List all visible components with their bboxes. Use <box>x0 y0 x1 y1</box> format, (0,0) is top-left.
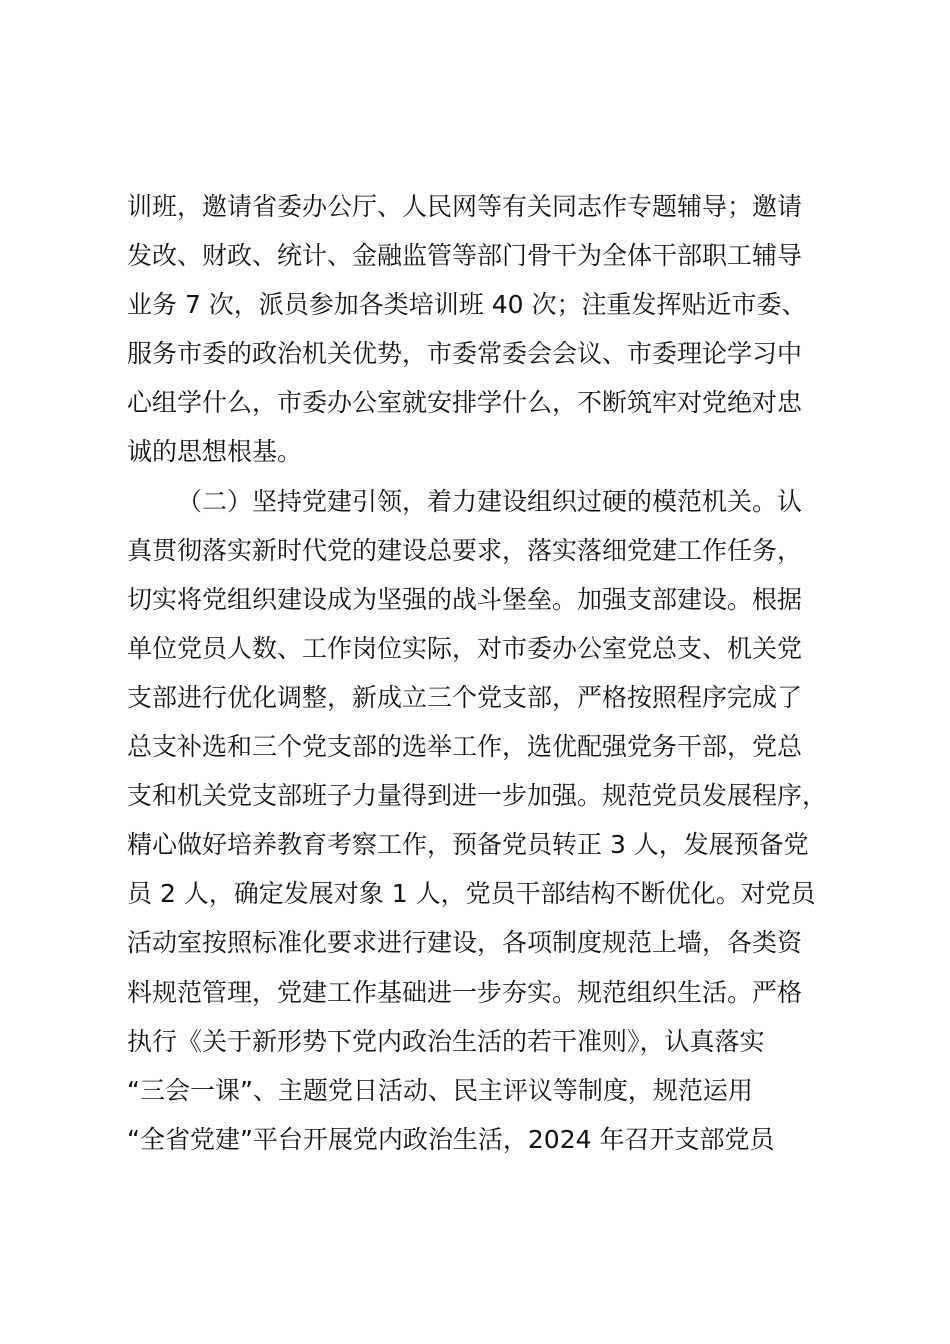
text-line: 活动室按照标准化要求进行建设，各项制度规范上墙，各类资 <box>127 928 803 958</box>
body-text <box>127 182 857 1164</box>
text-line: 训班，邀请省委办公厅、人民网等有关同志作专题辅导；邀请 <box>127 192 803 221</box>
text-line: 料规范管理，党建工作基础进一步夯实。规范组织生活。严格 <box>127 977 803 1007</box>
text-line: 诚的思想根基。 <box>127 437 303 467</box>
text-line: 支部进行优化调整，新成立三个党支部，严格按照程序完成了 <box>127 682 803 712</box>
text-line: 切实将党组织建设成为坚强的战斗堡垒。加强支部建设。根据 <box>127 584 803 614</box>
text-line: 单位党员人数、工作岗位实际，对市委办公室党总支、机关党 <box>127 633 803 663</box>
text-line: “全省党建”平台开展党内政治生活，2024 年召开支部党员 <box>127 1124 775 1154</box>
text-line: 总支补选和三个党支部的选举工作，选优配强党务干部，党总 <box>127 732 803 762</box>
text-line: 业务 7 次，派员参加各类培训班 40 次；注重发挥贴近市委、 <box>127 290 807 320</box>
text-line: 执行《关于新形势下党内政治生活的若干准则》，认真落实 <box>127 1026 765 1056</box>
text-line: “三会一课”、主题党日活动、民主评议等制度，规范运用 <box>127 1075 753 1105</box>
text-line: 心组学什么，市委办公室就安排学什么，不断筑牢对党绝对忠 <box>127 388 803 418</box>
text-line: 员 2 人，确定发展对象 1 人，党员干部结构不断优化。对党员 <box>127 879 816 909</box>
text-line: 真贯彻落实新时代党的建设总要求，落实落细党建工作任务， <box>127 535 803 565</box>
text-line: 发改、财政、统计、金融监管等部门骨干为全体干部职工辅导 <box>127 241 803 271</box>
text-line: 服务市委的政治机关优势，市委常委会会议、市委理论学习中 <box>127 339 803 369</box>
text-line: 精心做好培养教育考察工作，预备党员转正 3 人，发展预备党 <box>127 830 809 860</box>
text-line: 支和机关党支部班子力量得到进一步加强。规范党员发展程序， <box>127 781 828 811</box>
section-heading-line: （二）坚持党建引领，着力建设组织过硬的模范机关。认 <box>177 486 803 516</box>
